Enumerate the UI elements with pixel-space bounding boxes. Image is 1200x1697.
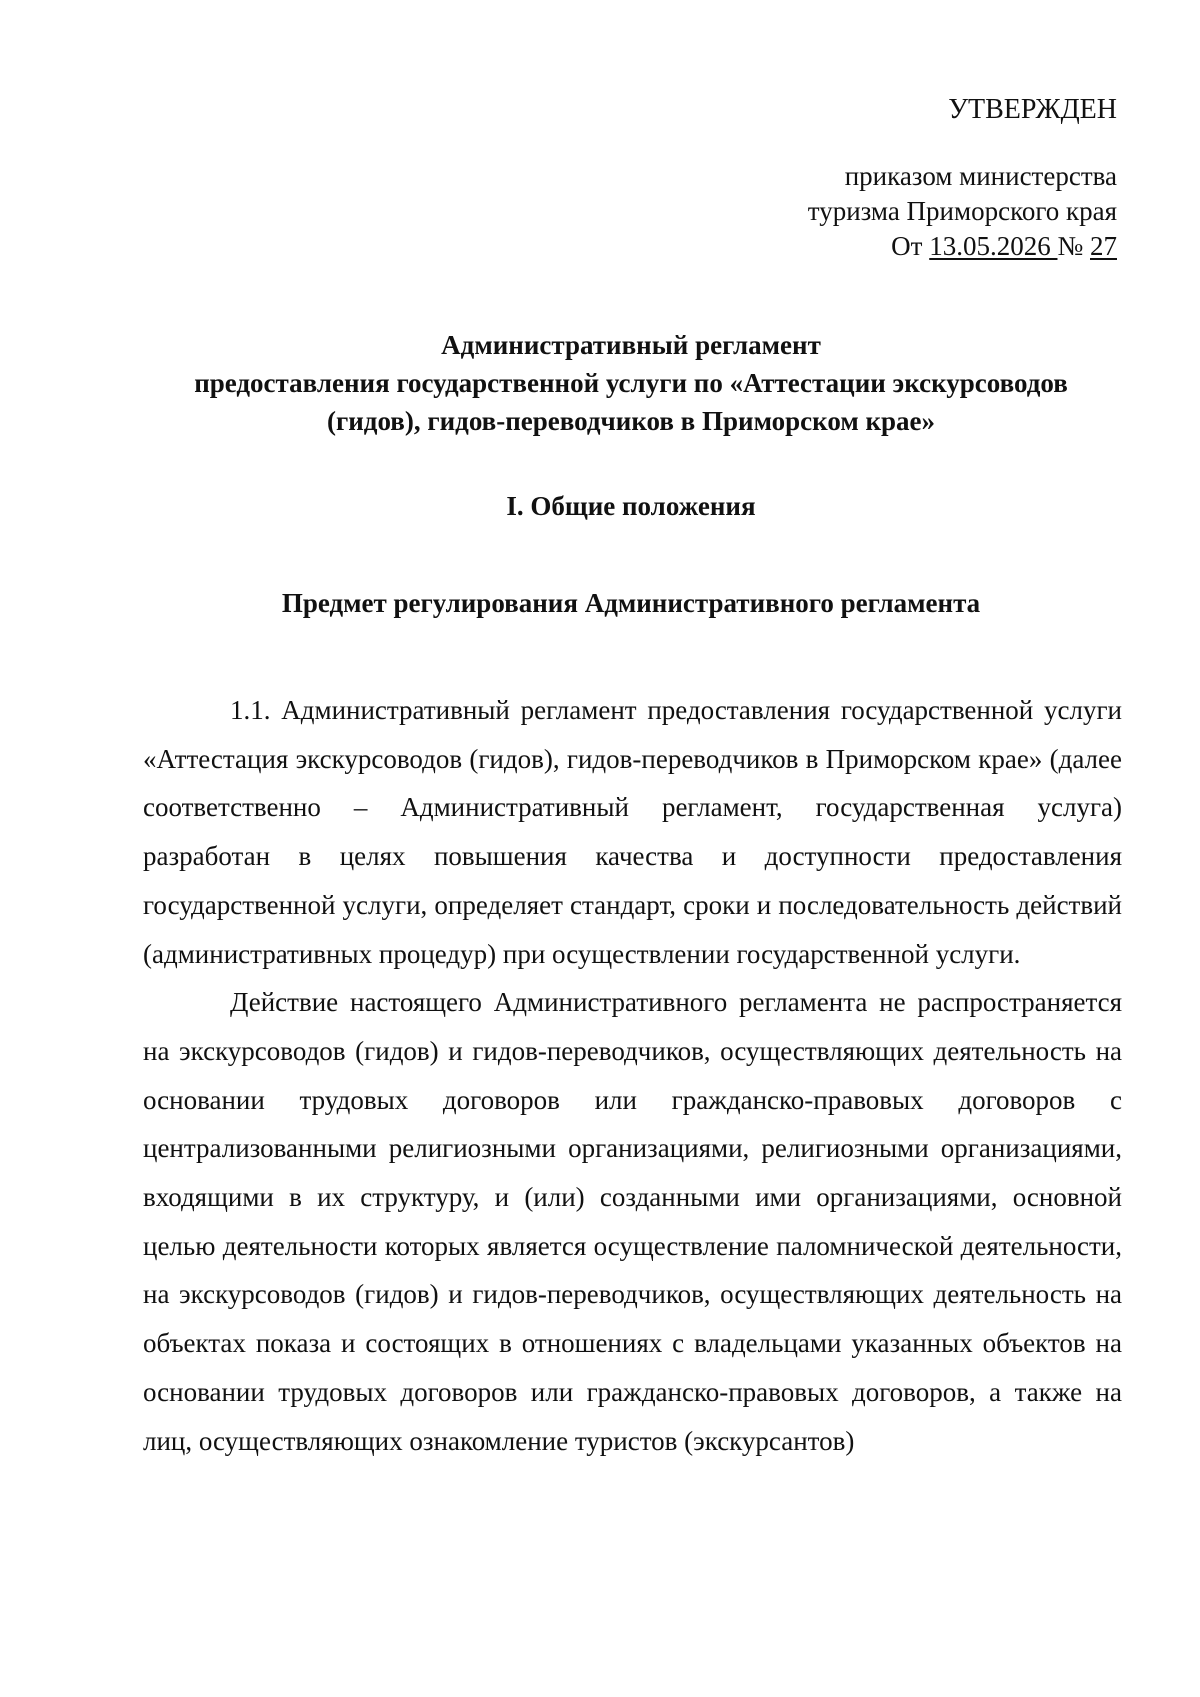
approval-title: УТВЕРЖДЕН bbox=[948, 94, 1117, 125]
document-title-line-2: предоставления государственной услуги по «Аттестации экскурсоводов bbox=[194, 368, 1068, 398]
paragraph-1-1: 1.1. Административный регламент предоставления государственной услуги «Аттестация экскурсоводов (гидов), гидов-переводчиков в Приморском крае» (далее соответственно – Административный регламент, государственная услуга) разработан в целях повышения качества и доступности предоставления государственной услуги, определяет стандарт, сроки и последовательность действий (административных процедур) при осуществлении государственной услуги. bbox=[143, 695, 1122, 969]
approval-date-prefix: От bbox=[891, 231, 923, 261]
approval-number: 27 bbox=[1090, 231, 1117, 261]
document-title-line-3: (гидов), гидов-переводчиков в Приморском крае» bbox=[326, 406, 936, 436]
section-heading: I. Общие положения bbox=[506, 491, 756, 521]
approval-line-2: туризма Приморского края bbox=[807, 196, 1117, 226]
approval-date: 13.05.2026 bbox=[929, 231, 1058, 261]
document-title bbox=[140, 326, 1122, 440]
document-title-line-1: Административный регламент bbox=[441, 330, 821, 360]
subsection-heading: Предмет регулирования Административного регламента bbox=[281, 588, 981, 618]
approval-line-1: приказом министерства bbox=[844, 161, 1117, 191]
approval-block bbox=[597, 92, 1117, 264]
paragraph-2: Действие настоящего Административного регламента не распространяется на экскурсоводов (гидов) и гидов-переводчиков, осуществляющих деятельность на основании трудовых договоров или гражданско-правовых договоров с централизованными религиозными организациями, религиозными организациями, входящими в их структуру, и (или) созданными ими организациями, основной целью деятельности которых является осуществление паломнической деятельности, на экскурсоводов (гидов) и гидов-переводчиков, осуществляющих деятельность на объектах показа и состоящих в отношениях с владельцами указанных объектов на основании трудовых договоров или гражданско-правовых договоров, а также на лиц, осуществляющих ознакомление туристов (экскурсантов) bbox=[143, 987, 1122, 1456]
document-body bbox=[143, 686, 1122, 1465]
approval-number-prefix: № bbox=[1057, 231, 1084, 261]
approval-date-line bbox=[597, 229, 1117, 264]
